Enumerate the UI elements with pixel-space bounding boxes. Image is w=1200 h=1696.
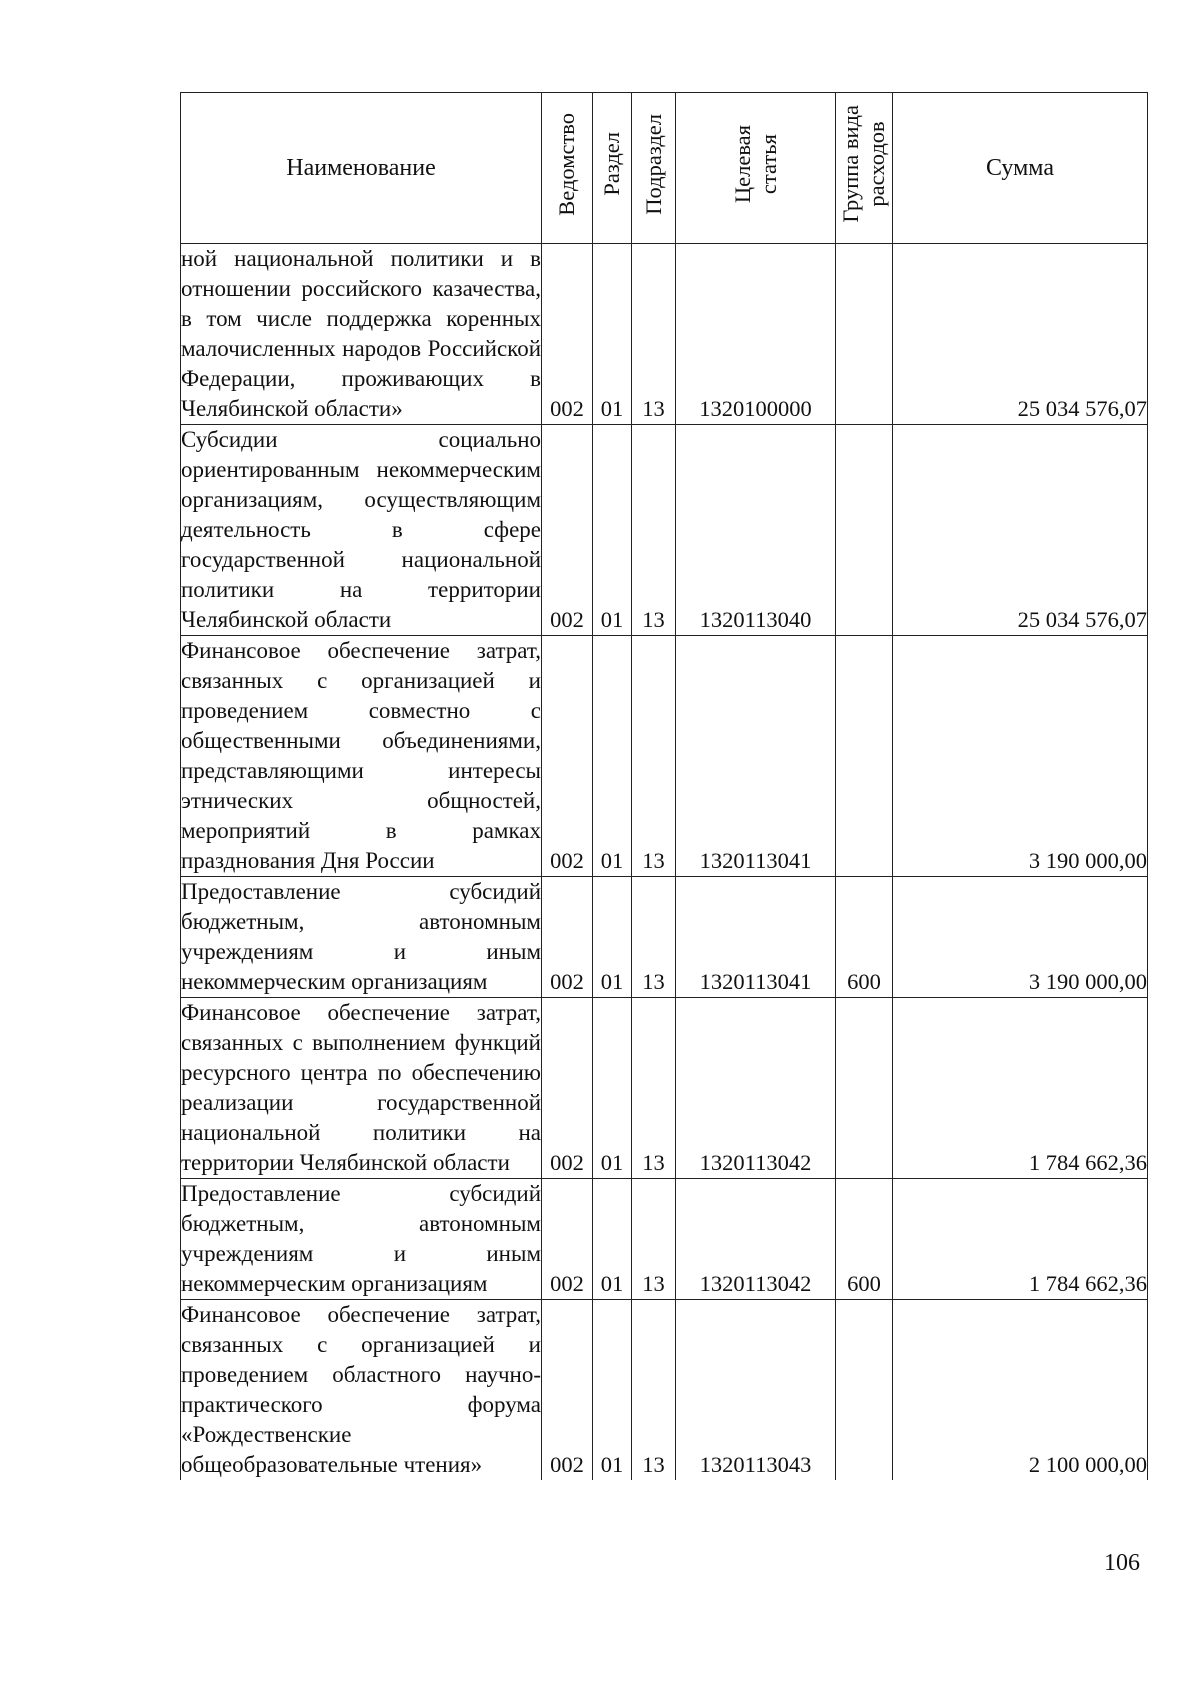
table-row (181, 998, 1148, 1179)
row-sum: 3 190 000,00 (893, 636, 1148, 877)
row-expense-group (836, 636, 893, 877)
row-name: Предоставление субсидий бюджетным, автономным учреждениям и иным некоммерческим организациям (181, 877, 542, 998)
row-expense-group (836, 998, 893, 1179)
row-expense-group (836, 425, 893, 636)
row-subsection: 13 (632, 244, 676, 425)
table-row (181, 877, 1148, 998)
row-sum: 2 100 000,00 (893, 1300, 1148, 1481)
row-sum: 25 034 576,07 (893, 425, 1148, 636)
row-target-article: 1320113041 (676, 877, 836, 998)
row-department: 002 (542, 636, 593, 877)
row-sum: 25 034 576,07 (893, 244, 1148, 425)
budget-table (180, 92, 1148, 1480)
row-section: 01 (593, 1300, 632, 1481)
header-subsection: Подраздел (632, 93, 676, 244)
row-subsection: 13 (632, 1179, 676, 1300)
row-name: Финансовое обеспечение затрат, связанных с организацией и проведением областного научно-практического форума «Рождественские общеобразовательные чтения» (181, 1300, 542, 1481)
table-row (181, 1300, 1148, 1481)
row-subsection: 13 (632, 636, 676, 877)
header-section: Раздел (593, 93, 632, 244)
row-target-article: 1320113042 (676, 998, 836, 1179)
header-expense-group: Группа вида расходов (836, 93, 893, 244)
row-target-article: 1320113041 (676, 636, 836, 877)
table-row (181, 425, 1148, 636)
row-expense-group: 600 (836, 1179, 893, 1300)
header-department: Ведомство (542, 93, 593, 244)
row-target-article: 1320113040 (676, 425, 836, 636)
table-body (181, 244, 1148, 1481)
row-name: ной национальной политики и в отношении российского казачества, в том числе поддержка коренных малочисленных народов Российской Федерации, проживающих в Челябинской области» (181, 244, 542, 425)
row-section: 01 (593, 998, 632, 1179)
row-section: 01 (593, 1179, 632, 1300)
row-section: 01 (593, 425, 632, 636)
row-section: 01 (593, 877, 632, 998)
header-name: Наименование (181, 93, 542, 244)
row-expense-group: 600 (836, 877, 893, 998)
row-expense-group (836, 1300, 893, 1481)
row-department: 002 (542, 244, 593, 425)
row-department: 002 (542, 425, 593, 636)
row-subsection: 13 (632, 877, 676, 998)
row-section: 01 (593, 636, 632, 877)
budget-sheet (180, 92, 1147, 1480)
row-department: 002 (542, 998, 593, 1179)
row-sum: 1 784 662,36 (893, 1179, 1148, 1300)
row-sum: 1 784 662,36 (893, 998, 1148, 1179)
header-target-article: Целевая статья (676, 93, 836, 244)
row-department: 002 (542, 877, 593, 998)
row-name: Финансовое обеспечение затрат, связанных с организацией и проведением совместно с общественными объединениями, представляющими интересы этнических общностей, мероприятий в рамках празднования Дня России (181, 636, 542, 877)
row-name: Финансовое обеспечение затрат, связанных с выполнением функций ресурсного центра по обеспечению реализации государственной национальной политики на территории Челябинской области (181, 998, 542, 1179)
row-target-article: 1320100000 (676, 244, 836, 425)
page-number: 106 (1104, 1550, 1140, 1576)
table-row (181, 636, 1148, 877)
row-target-article: 1320113042 (676, 1179, 836, 1300)
table-row (181, 244, 1148, 425)
row-subsection: 13 (632, 998, 676, 1179)
row-expense-group (836, 244, 893, 425)
table-header (181, 93, 1148, 244)
row-name: Субсидии социально ориентированным некоммерческим организациям, осуществляющим деятельность в сфере государственной национальной политики на территории Челябинской области (181, 425, 542, 636)
row-section: 01 (593, 244, 632, 425)
row-target-article: 1320113043 (676, 1300, 836, 1481)
row-sum: 3 190 000,00 (893, 877, 1148, 998)
row-subsection: 13 (632, 425, 676, 636)
row-department: 002 (542, 1300, 593, 1481)
row-subsection: 13 (632, 1300, 676, 1481)
header-sum: Сумма (893, 93, 1148, 244)
row-department: 002 (542, 1179, 593, 1300)
table-row (181, 1179, 1148, 1300)
row-name: Предоставление субсидий бюджетным, автономным учреждениям и иным некоммерческим организациям (181, 1179, 542, 1300)
